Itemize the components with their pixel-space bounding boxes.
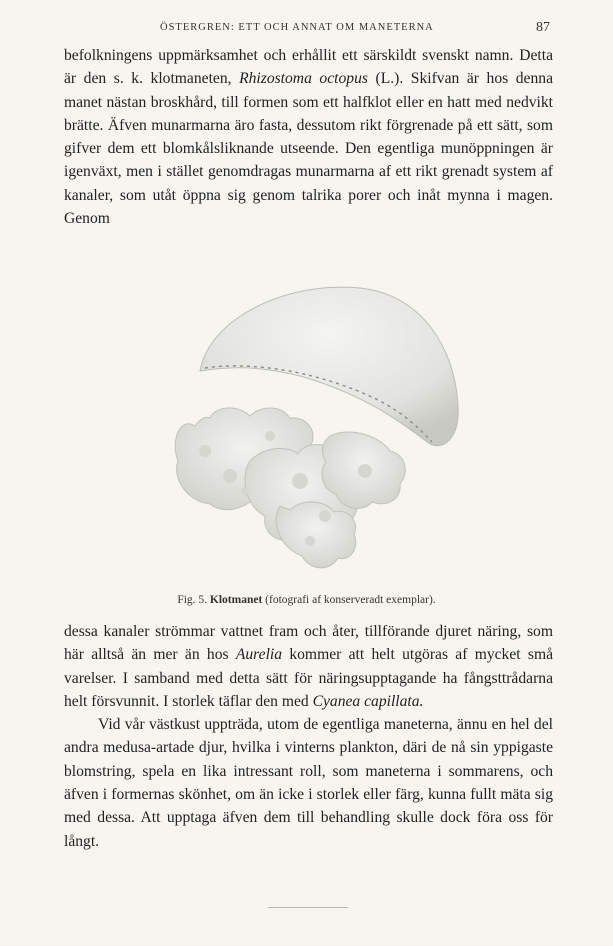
figure-caption — [0, 594, 613, 606]
footer-rule — [268, 907, 348, 908]
italic-term: Rhizostoma octopus — [239, 70, 368, 88]
figure-title: Klotmanet — [209, 594, 263, 606]
text-run: dessa kanaler strömmar vattnet fram och åter, tillförande djuret näring, som här alltså än mer än hos — [64, 623, 553, 664]
figure-jellyfish-photo — [150, 276, 470, 586]
running-title: ÖSTERGREN: ETT OCH ANNAT OM MANETERNA — [160, 22, 434, 33]
text-run: Vid vår västkust uppträda, utom de egentliga maneterna, ännu en hel del andra medusa-artade djur, hvilka i vinterns plankton, däri de nå sin yppigaste blomstring, spela en lika intressant roll, som maneterna i sommarens, och äfven i formernas skönhet, om än icke i storlek eller färg, kunna fullt mäta sig med dessa. Att upptaga äfven dem till behandling skulle dock föra oss för långt. — [64, 716, 553, 850]
text-run: befolkningens uppmärksamhet och erhållit ett särskildt svenskt namn. Detta är den s. k. klotmaneten, — [64, 47, 553, 88]
body-text-bottom — [64, 620, 553, 853]
italic-term: Aurelia — [235, 646, 283, 664]
jellyfish-oral-arms — [175, 408, 405, 568]
text-run: (L.). Skifvan är hos denna manet nästan broskhård, till formen som ett halfklot eller en hatt med nedvikt brätte. Äfven munarmarna äro fasta, dessutom rikt förgrenade på ett sätt, som gifver dem ett blomkålsliknande utseende. Den egentliga munöppningen är igenväxt, men i stället genomdragas munarmarna af ett rikt grenadt system af kanaler, som utåt öppna sig genom talrika porer och inåt mynna i magen. Genom — [64, 70, 553, 228]
body-text-top — [64, 44, 553, 230]
page-header — [0, 20, 613, 40]
figure-note: (fotografi af konserveradt exemplar). — [265, 594, 436, 606]
italic-term: Cyanea capillata. — [312, 692, 424, 710]
page-number: 87 — [536, 20, 550, 35]
figure-label: Fig. 5. — [177, 594, 208, 606]
text-run: kommer att helt utgöras af mycket små varelser. I samband med detta sätt för näringsupptagande ha fångsttrådarna helt försvunnit. I storlek täflar den med — [64, 646, 553, 710]
jellyfish-illustration — [150, 276, 470, 586]
paragraph — [64, 713, 553, 853]
paragraph — [64, 44, 553, 230]
paragraph — [64, 620, 553, 713]
